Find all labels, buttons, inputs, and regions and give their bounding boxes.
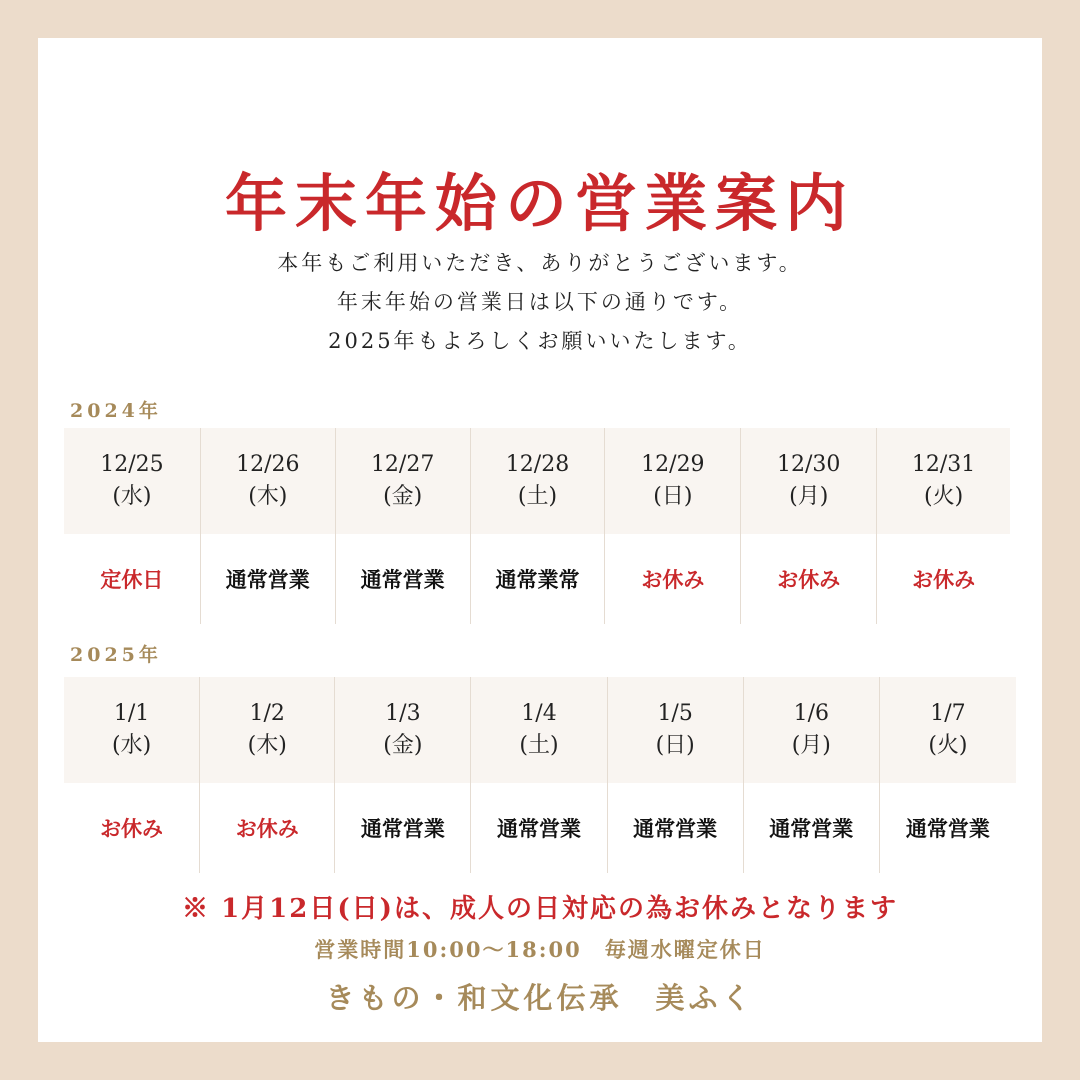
business-hours: 営業時間10:00〜18:00 毎週水曜定休日 — [314, 937, 766, 962]
day-column — [876, 428, 1010, 624]
weekday: (月) — [791, 733, 831, 758]
date-cell — [200, 677, 334, 783]
date: 12/30 — [777, 452, 841, 477]
date-cell — [880, 677, 1016, 783]
year-label-2024: 2024年 — [70, 400, 162, 422]
date-cell — [64, 428, 200, 534]
weekday: (金) — [383, 733, 423, 758]
status-cell: 通常営業 — [905, 816, 990, 841]
intro-text — [0, 244, 1080, 361]
date: 1/6 — [793, 701, 829, 726]
date: 1/2 — [249, 701, 285, 726]
status-cell: 通常営業 — [769, 816, 854, 841]
status-cell: 定休日 — [100, 567, 164, 592]
date: 12/26 — [236, 452, 300, 477]
schedule-table-2025 — [64, 677, 1016, 873]
date-cell — [201, 428, 335, 534]
status-cell: お休み — [100, 816, 164, 841]
date-cell — [605, 428, 740, 534]
day-column — [470, 677, 606, 873]
date-cell — [877, 428, 1010, 534]
status-cell: 通常営業 — [225, 567, 310, 592]
status-cell: 通常営業 — [360, 816, 445, 841]
status-cell: 通常営業 — [360, 567, 445, 592]
date-cell — [741, 428, 876, 534]
day-column — [470, 428, 605, 624]
day-column — [879, 677, 1016, 873]
date-cell — [64, 677, 199, 783]
weekday: (土) — [517, 484, 558, 509]
date-cell — [471, 677, 606, 783]
day-column — [607, 677, 743, 873]
holiday-notice: ※ 1月12日(日)は、成人の日対応の為お休みとなります — [182, 894, 898, 924]
day-column — [604, 428, 740, 624]
page-title: 年末年始の営業案内 — [224, 166, 855, 240]
date: 1/1 — [113, 701, 150, 726]
weekday: (木) — [247, 733, 287, 758]
weekday: (水) — [112, 484, 152, 509]
date-cell — [335, 677, 470, 783]
date-cell — [336, 428, 470, 534]
status-cell: 通常営業 — [633, 816, 718, 841]
weekday: (火) — [924, 484, 964, 509]
status-cell: お休み — [235, 816, 299, 841]
day-column — [334, 677, 470, 873]
status-cell: お休み — [912, 567, 976, 592]
status-cell: お休み — [777, 567, 841, 592]
date: 1/7 — [930, 701, 966, 726]
weekday: (日) — [653, 484, 693, 509]
weekday: (水) — [111, 733, 152, 758]
day-column — [64, 428, 200, 624]
weekday: (土) — [519, 733, 559, 758]
intro-line: 本年もご利用いただき、ありがとうございます。 — [277, 251, 803, 275]
date: 12/31 — [911, 452, 976, 477]
date-cell — [608, 677, 743, 783]
date-cell — [471, 428, 605, 534]
day-column — [64, 677, 199, 873]
weekday: (金) — [383, 484, 423, 509]
date: 12/29 — [641, 452, 705, 477]
weekday: (火) — [928, 733, 968, 758]
date: 12/25 — [100, 452, 164, 477]
day-column — [199, 677, 334, 873]
day-column — [200, 428, 335, 624]
weekday: (木) — [248, 484, 288, 509]
weekday: (月) — [789, 484, 829, 509]
day-column — [740, 428, 876, 624]
date: 12/28 — [505, 452, 570, 477]
date: 1/4 — [521, 701, 557, 726]
status-cell: お休み — [641, 567, 705, 592]
day-column — [743, 677, 879, 873]
date-cell — [744, 677, 879, 783]
weekday: (日) — [655, 733, 695, 758]
shop-name: きもの・和文化伝承 美ふく — [325, 981, 755, 1015]
status-cell: 通常業常 — [495, 567, 580, 592]
date: 1/3 — [385, 701, 421, 726]
date: 1/5 — [657, 701, 693, 726]
year-label-2025: 2025年 — [70, 644, 162, 666]
intro-line: 2025年もよろしくお願いいたします。 — [328, 329, 752, 353]
intro-line: 年末年始の営業日は以下の通りです。 — [336, 290, 744, 314]
date: 12/27 — [370, 452, 435, 477]
schedule-table-2024 — [64, 428, 1010, 624]
day-column — [335, 428, 470, 624]
status-cell: 通常営業 — [497, 816, 581, 841]
